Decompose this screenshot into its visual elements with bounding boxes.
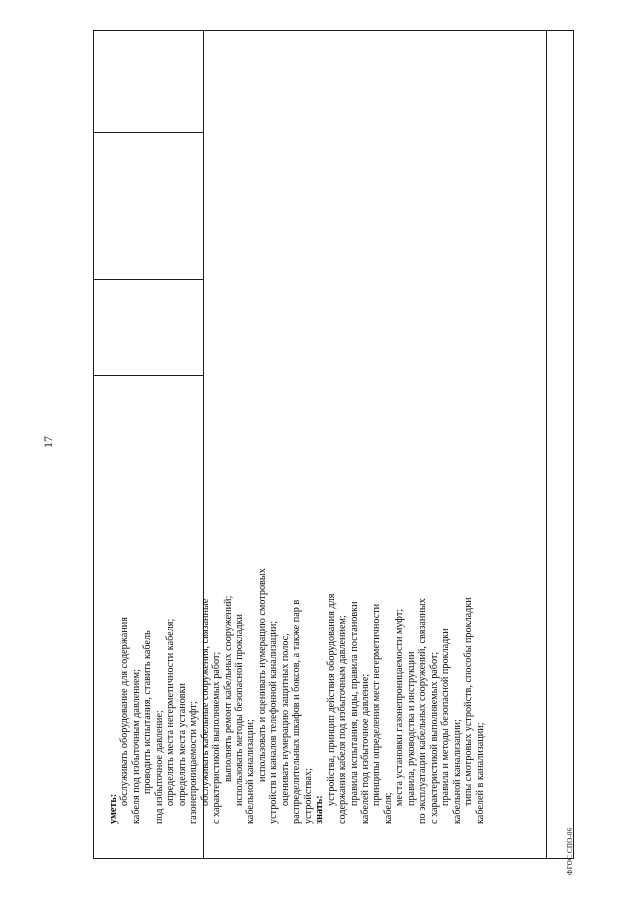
- page-number: 17: [40, 436, 55, 448]
- table-row-divider: [94, 375, 203, 376]
- umet-heading: уметь:: [108, 793, 119, 824]
- znat-line: с характеристикой выполняемых работ;: [428, 651, 440, 824]
- table-row-divider: [94, 132, 203, 133]
- znat-heading: знать:: [314, 795, 326, 824]
- znat-line: содержания кабеля под избыточным давлением;: [337, 615, 349, 824]
- umet-line: кабельной канализации;: [245, 719, 257, 824]
- znat-line: кабельной канализации;: [451, 719, 463, 824]
- umet-line: кабеля под избыточным давлением;: [130, 669, 142, 824]
- umet-line: выполнять ремонт кабельных сооружений;: [222, 595, 234, 782]
- umet-line: использовать методы безопасной прокладки: [233, 614, 245, 806]
- umet-line: устройствах;: [302, 768, 314, 824]
- znat-line: правила испытания, виды, правила постановки: [348, 601, 360, 806]
- umet-line: использовать и оценивать нумерацию смотровых: [256, 568, 268, 782]
- znat-line: правила и методы безопасной прокладки: [440, 628, 452, 806]
- umet-line: определять места негерметичности кабеля;: [165, 618, 177, 806]
- znat-line: кабелей в канализации;: [474, 722, 486, 824]
- znat-line: по эксплуатации кабельных сооружений, связанных: [417, 598, 429, 824]
- competency-text: [108, 479, 570, 824]
- umet-line: под избыточное давление;: [153, 710, 165, 824]
- znat-line: типы смотровых устройств, способы прокладки: [463, 597, 475, 806]
- znat-line: места установки газонепроницаемости муфт;: [394, 608, 406, 806]
- table-row-divider: [94, 279, 203, 280]
- umet-line: с характеристикой выполняемых работ;: [211, 651, 223, 824]
- umet-line: обслуживать кабельные сооружения, связанные: [199, 598, 211, 806]
- umet-line: определять места установки: [176, 682, 188, 806]
- umet-line: оценивать нумерацию защитных полос,: [279, 633, 291, 806]
- znat-line: кабеля;: [382, 792, 394, 824]
- znat-line: правила, руководства и инструкции: [405, 651, 417, 806]
- umet-line: газонепроницаемости муфт;: [188, 701, 200, 824]
- umet-line: обслуживать оборудование для содержания: [119, 617, 131, 806]
- znat-line: принципы определения мест негерметичности: [371, 603, 383, 806]
- umet-line: распределительных шкафов и боксов, а также пар в: [291, 599, 303, 824]
- umet-line: устройств и каналов телефонной канализации;: [268, 620, 280, 824]
- footer-code: ФГОС СПО-06: [566, 827, 574, 875]
- znat-line: кабелей под избыточное давление;: [359, 673, 371, 824]
- umet-line: проводить испытания, ставить кабель: [142, 630, 154, 794]
- znat-line: устройства, принцип действия оборудования для: [325, 593, 337, 806]
